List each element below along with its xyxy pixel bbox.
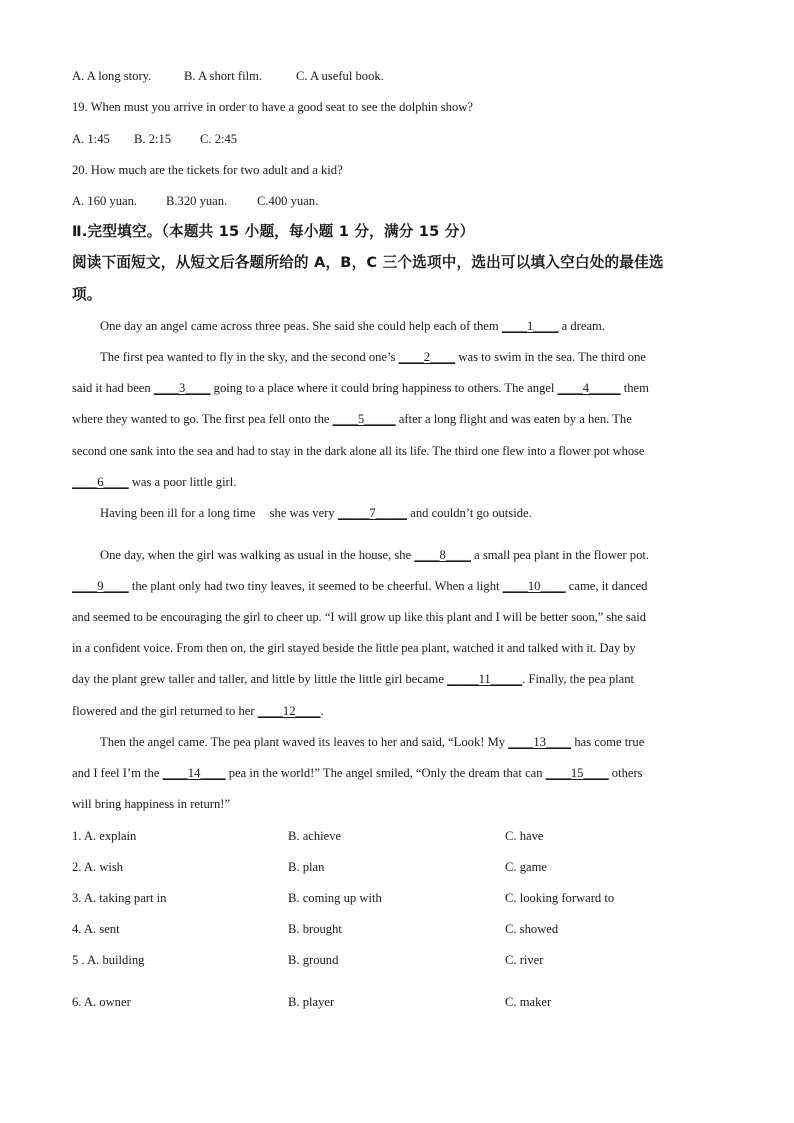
option-2-c: C. game [505,860,547,874]
blank-6: ____6____ [72,475,129,489]
option-4-c: C. showed [505,922,559,936]
option-2-b: B. plan [288,860,325,874]
option-4-a: 4. A. sent [72,922,120,936]
q20-question: 20. How much are the tickets for two adult and a kid? [72,163,343,177]
option-6-c: C. maker [505,995,552,1009]
section-instruction: 阅读下面短文，从短文后各题所给的 A，B，C 三个选项中，选出可以填入空白处的最佳选 [72,254,664,271]
passage-line: where they wanted to go. The first pea fell onto the ____5_____ after a long flight and was eaten by a hen. The [72,412,632,426]
blank-10: ____10____ [502,579,566,593]
passage-line: day the plant grew taller and taller, and little by little the little girl became _____11_____. Finally, the pea plant [72,672,635,686]
blank-13: ____13____ [508,735,572,749]
q19-option-c: C. 2:45 [200,132,238,146]
option-1-b: B. achieve [288,829,342,843]
passage-line: said it had been ____3____ going to a place where it could bring happiness to others. The angel ____4_____ them [72,381,649,395]
passage-line: ____6____ was a poor little girl. [72,475,237,489]
blank-3: ____3____ [153,381,211,395]
passage-line: and I feel I’m the ____14____ pea in the world!” The angel smiled, “Only the dream that can ____15____ others [72,766,643,780]
q18-option-c: C. A useful book. [296,69,384,83]
q18-option-b: B. A short film. [184,69,263,83]
blank-7: _____7_____ [337,506,408,520]
passage-line: ____9____ the plant only had two tiny leaves, it seemed to be cheerful. When a light ____10____ came, it danced [72,579,648,593]
passage-line: One day an angel came across three peas. She said she could help each of them ____1____ a dream. [100,319,605,333]
option-6-b: B. player [288,995,335,1009]
passage-line: The first pea wanted to fly in the sky, and the second one’s ____2____ was to swim in the sea. The third one [100,350,646,364]
q20-option-b: B.320 yuan. [166,194,228,208]
passage-line: will bring happiness in return!” [72,797,231,811]
passage-line: flowered and the girl returned to her ____12____. [72,704,324,718]
blank-4: ____4_____ [557,381,621,395]
blank-9: ____9____ [72,579,129,593]
passage-line: Having been ill for a long time she was very _____7_____ and couldn’t go outside. [100,506,532,520]
option-4-b: B. brought [288,922,342,936]
option-5-b: B. ground [288,953,339,967]
q18-option-a: A. A long story. [72,69,152,83]
blank-8: ____8____ [414,548,471,562]
option-6-a: 6. A. owner [72,995,131,1009]
blank-15: ____15____ [545,766,609,780]
option-1-a: 1. A. explain [72,829,137,843]
passage-line: second one sank into the sea and had to stay in the dark alone all its life. The third one flew into a flower pot whose [72,444,645,458]
q19-option-a: A. 1:45 [72,132,110,146]
section-title: Ⅱ.完型填空。（本题共 15 小题，每小题 1 分，满分 15 分） [72,223,475,240]
passage-line: in a confident voice. From then on, the girl stayed beside the little pea plant, watched it and talked with it. Day by [72,641,636,655]
option-5-a: 5 . A. building [72,953,145,967]
q19-question: 19. When must you arrive in order to have a good seat to see the dolphin show? [72,100,473,114]
section-instruction-cont: 项。 [72,286,102,303]
option-1-c: C. have [505,829,544,843]
passage-line: One day, when the girl was walking as usual in the house, she ____8____ a small pea plant in the flower pot. [100,548,650,562]
blank-11: _____11_____ [447,672,523,686]
option-3-a: 3. A. taking part in [72,891,167,905]
option-3-c: C. looking forward to [505,891,615,905]
passage-line: and seemed to be encouraging the girl to cheer up. “I will grow up like this plant and I will be better soon,” she said [72,610,646,624]
blank-14: ____14____ [162,766,226,780]
blank-1: ____1____ [501,319,559,333]
option-5-c: C. river [505,953,544,967]
blank-12: ____12____ [257,704,321,718]
option-2-a: 2. A. wish [72,860,124,874]
blank-5: ____5_____ [332,412,396,426]
passage-line: Then the angel came. The pea plant waved its leaves to her and said, “Look! My ____13____ has come true [100,735,645,749]
q20-option-c: C.400 yuan. [257,194,319,208]
option-3-b: B. coming up with [288,891,382,905]
q19-option-b: B. 2:15 [134,132,172,146]
q20-option-a: A. 160 yuan. [72,194,138,208]
blank-2: ____2____ [398,350,456,364]
